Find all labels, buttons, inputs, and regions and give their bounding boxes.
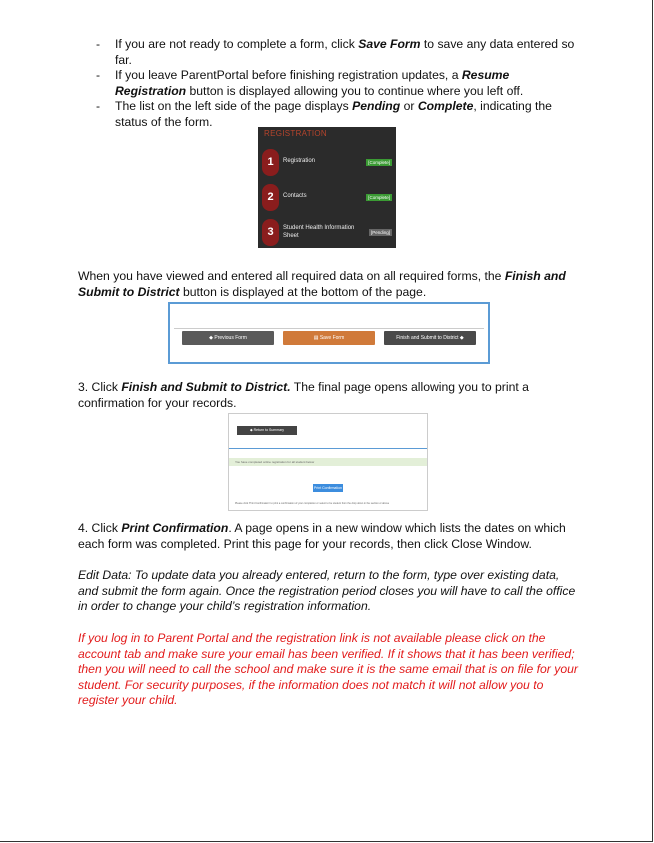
para-text: 3. Click: [78, 380, 122, 394]
registration-panel-screenshot: [258, 127, 396, 248]
para-text: button is displayed at the bottom of the page.: [179, 284, 427, 299]
bullet-marker: -: [96, 37, 101, 51]
para-text: 4. Click: [78, 521, 122, 535]
registration-row: [258, 184, 396, 212]
finish-paragraph: [78, 269, 578, 300]
bullet-resume-registration: [96, 68, 580, 99]
step3-paragraph: [78, 380, 578, 411]
step4-paragraph: [78, 521, 578, 552]
bullet-text: If you are not ready to complete a form, click: [115, 37, 359, 51]
bullet-emphasis: Resume Registration: [115, 68, 510, 98]
registration-header: REGISTRATION: [264, 129, 328, 138]
button-bar-screenshot: [168, 302, 490, 364]
status-badge: [Complete]: [368, 195, 390, 200]
bullet-text: If you leave ParentPortal before finishing registration updates, a: [115, 68, 462, 82]
bullet-text: to save any data entered so far.: [115, 37, 575, 67]
step-label: Student Health Information Sheet: [283, 225, 355, 239]
finish-submit-button: Finish and Submit to District ◆: [384, 331, 476, 345]
success-message: You have completed online registration for all student below: [229, 458, 427, 466]
para-emphasis: Finish and Submit to District.: [121, 380, 291, 394]
divider: [174, 328, 484, 329]
step-number: 2: [262, 184, 279, 211]
bullet-text: The list on the left side of the page displays: [115, 99, 353, 113]
status-badge: [Complete]: [368, 160, 390, 165]
step-number: 1: [262, 149, 279, 176]
para-emphasis: Print Confirmation: [121, 521, 229, 535]
bullet-emphasis: Save Form: [358, 37, 421, 51]
registration-row: [258, 149, 396, 177]
registration-row: [258, 219, 396, 247]
instruction-list: [96, 37, 580, 130]
previous-form-button: ◆ Previous Form: [182, 331, 274, 345]
confirmation-screenshot: [228, 413, 428, 511]
step-number: 3: [262, 219, 279, 246]
step-label: Registration: [283, 158, 316, 164]
bullet-text: , indicating the status of the form.: [115, 99, 552, 129]
para-text: . A page opens in a new window which lists the dates on which each form was completed. Print this page for your records, then click Close Window.: [78, 521, 566, 551]
bullet-text: button is displayed allowing you to continue where you left off.: [186, 83, 524, 98]
bullet-emphasis: Pending: [352, 99, 401, 113]
save-form-button: ▤ Save Form: [283, 331, 375, 345]
divider: [229, 448, 427, 449]
bullet-text: or: [400, 99, 418, 113]
return-summary-button: ◆ Return to Summary: [237, 426, 297, 435]
warning-paragraph: If you log in to Parent Portal and the registration link is not available please click on the account tab and make sure your email has been verified. If it shows that it has been verified; then you will need to call the school and make sure it is the same email that is on file for your student. For security purposes, if the information does not match it will not allow you to register your child.: [78, 631, 578, 707]
para-emphasis: Finish and Submit to District: [78, 269, 566, 299]
status-badge: [Pending]: [370, 230, 390, 235]
bullet-marker: -: [96, 99, 101, 113]
bullet-save-form: [96, 37, 580, 68]
bullet-marker: -: [96, 68, 101, 82]
edit-data-paragraph: Edit Data: To update data you already entered, return to the form, type over existing data, and submit the form again. Once the registration period closes you will have to call the office in order to change your child’s registration information.: [78, 568, 576, 613]
step-label: Contacts: [283, 193, 307, 199]
para-text: When you have viewed and entered all required data on all required forms, the: [78, 269, 505, 283]
print-confirmation-button: Print Confirmation ◆: [313, 486, 342, 498]
bullet-status-list: [96, 99, 580, 130]
para-text: The final page opens allowing you to print a confirmation for your records.: [78, 380, 529, 410]
confirmation-footer: Please click 'Print Confirmation' to print a confirmation of your completion or select to be student from the drop down in the section or above: [235, 502, 390, 505]
bullet-emphasis: Complete: [417, 99, 474, 113]
